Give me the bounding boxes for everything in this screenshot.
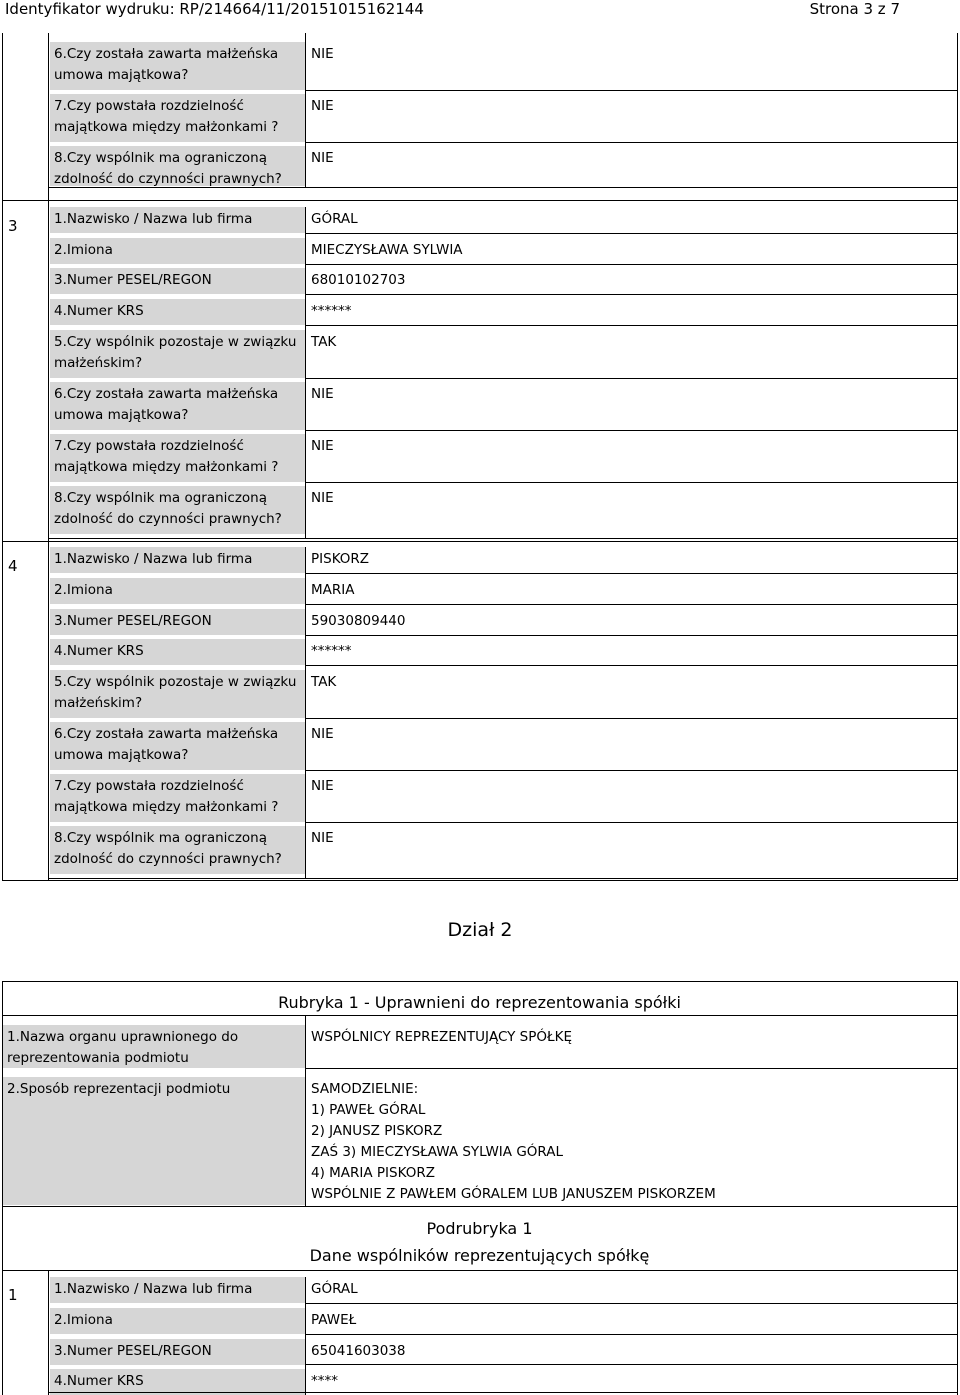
label-capacity: 8.Czy wspólnik ma ograniczoną zdolność do czynności prawnych? bbox=[50, 826, 305, 874]
method-line: 1) PAWEŁ GÓRAL bbox=[311, 1102, 426, 1118]
partner-number: 4 bbox=[8, 557, 18, 575]
value-method bbox=[307, 1077, 957, 1205]
label-separation: 7.Czy powstała rozdzielność majątkowa między małżonkami ? bbox=[50, 94, 305, 142]
label-contract: 6.Czy została zawarta małżeńska umowa majątkowa? bbox=[50, 42, 305, 90]
label-krs: 4.Numer KRS bbox=[50, 299, 305, 325]
value-contract: NIE bbox=[311, 726, 334, 742]
label-pesel: 3.Numer PESEL/REGON bbox=[50, 1339, 305, 1365]
rubric-title: Rubryka 1 - Uprawnieni do reprezentowania spółki bbox=[278, 993, 681, 1012]
value-names: MARIA bbox=[311, 582, 355, 598]
value-capacity: NIE bbox=[311, 150, 334, 166]
subrubric-title: Dane wspólników reprezentujących spółkę bbox=[309, 1246, 650, 1265]
label-capacity: 8.Czy wspólnik ma ograniczoną zdolność do czynności prawnych? bbox=[50, 486, 305, 534]
value-names: MIECZYSŁAWA SYLWIA bbox=[311, 242, 463, 258]
value-capacity: NIE bbox=[311, 490, 334, 506]
value-capacity: NIE bbox=[311, 830, 334, 846]
label-separation: 7.Czy powstała rozdzielność majątkowa między małżonkami ? bbox=[50, 774, 305, 822]
label-method: 2.Sposób reprezentacji podmiotu bbox=[3, 1077, 306, 1205]
method-line: 2) JANUSZ PISKORZ bbox=[311, 1123, 443, 1139]
label-surname: 1.Nazwisko / Nazwa lub firma bbox=[50, 547, 305, 573]
value-separation: NIE bbox=[311, 98, 334, 114]
label-pesel: 3.Numer PESEL/REGON bbox=[50, 268, 305, 294]
label-organ: 1.Nazwa organu uprawnionego do reprezentowania podmiotu bbox=[3, 1025, 306, 1068]
label-marriage: 5.Czy wspólnik pozostaje w związku małżeńskim? bbox=[50, 330, 305, 378]
label-pesel: 3.Numer PESEL/REGON bbox=[50, 609, 305, 635]
value-surname: GÓRAL bbox=[311, 211, 358, 227]
value-pesel: 59030809440 bbox=[311, 613, 406, 629]
value-surname: PISKORZ bbox=[311, 551, 370, 567]
method-line: ZAŚ 3) MIECZYSŁAWA SYLWIA GÓRAL bbox=[311, 1144, 563, 1160]
value-marriage: TAK bbox=[311, 674, 337, 690]
label-capacity: 8.Czy wspólnik ma ograniczoną zdolność do czynności prawnych? bbox=[50, 146, 305, 186]
label-krs: 4.Numer KRS bbox=[50, 639, 305, 665]
value-krs: ****** bbox=[311, 303, 352, 319]
label-krs: 4.Numer KRS bbox=[50, 1369, 305, 1395]
method-line: 4) MARIA PISKORZ bbox=[311, 1165, 435, 1181]
value-names: PAWEŁ bbox=[311, 1312, 357, 1328]
value-pesel: 68010102703 bbox=[311, 272, 406, 288]
method-line: WSPÓLNIE Z PAWŁEM GÓRALEM LUB JANUSZEM PISKORZEM bbox=[311, 1186, 716, 1202]
value-marriage: TAK bbox=[311, 334, 337, 350]
label-contract: 6.Czy została zawarta małżeńska umowa majątkowa? bbox=[50, 382, 305, 430]
label-names: 2.Imiona bbox=[50, 1308, 305, 1334]
value-surname: GÓRAL bbox=[311, 1281, 358, 1297]
label-marriage: 5.Czy wspólnik pozostaje w związku małżeńskim? bbox=[50, 670, 305, 718]
subrubric-number: Podrubryka 1 bbox=[426, 1219, 533, 1238]
label-names: 2.Imiona bbox=[50, 238, 305, 264]
value-contract: NIE bbox=[311, 386, 334, 402]
section-title: Dział 2 bbox=[447, 919, 513, 941]
print-identifier: Identyfikator wydruku: RP/214664/11/20151015162144 bbox=[5, 0, 424, 18]
value-krs: **** bbox=[311, 1373, 338, 1389]
value-separation: NIE bbox=[311, 438, 334, 454]
partner-number: 3 bbox=[8, 217, 18, 235]
value-krs: ****** bbox=[311, 643, 352, 659]
label-surname: 1.Nazwisko / Nazwa lub firma bbox=[50, 1277, 305, 1303]
method-line: SAMODZIELNIE: bbox=[311, 1081, 419, 1097]
value-organ: WSPÓLNICY REPREZENTUJĄCY SPÓŁKĘ bbox=[311, 1029, 572, 1045]
label-names: 2.Imiona bbox=[50, 578, 305, 604]
label-surname: 1.Nazwisko / Nazwa lub firma bbox=[50, 207, 305, 233]
page-number: Strona 3 z 7 bbox=[809, 0, 900, 18]
value-pesel: 65041603038 bbox=[311, 1343, 406, 1359]
label-contract: 6.Czy została zawarta małżeńska umowa majątkowa? bbox=[50, 722, 305, 770]
representative-number: 1 bbox=[8, 1286, 18, 1304]
value-contract: NIE bbox=[311, 46, 334, 62]
value-separation: NIE bbox=[311, 778, 334, 794]
label-separation: 7.Czy powstała rozdzielność majątkowa między małżonkami ? bbox=[50, 434, 305, 482]
